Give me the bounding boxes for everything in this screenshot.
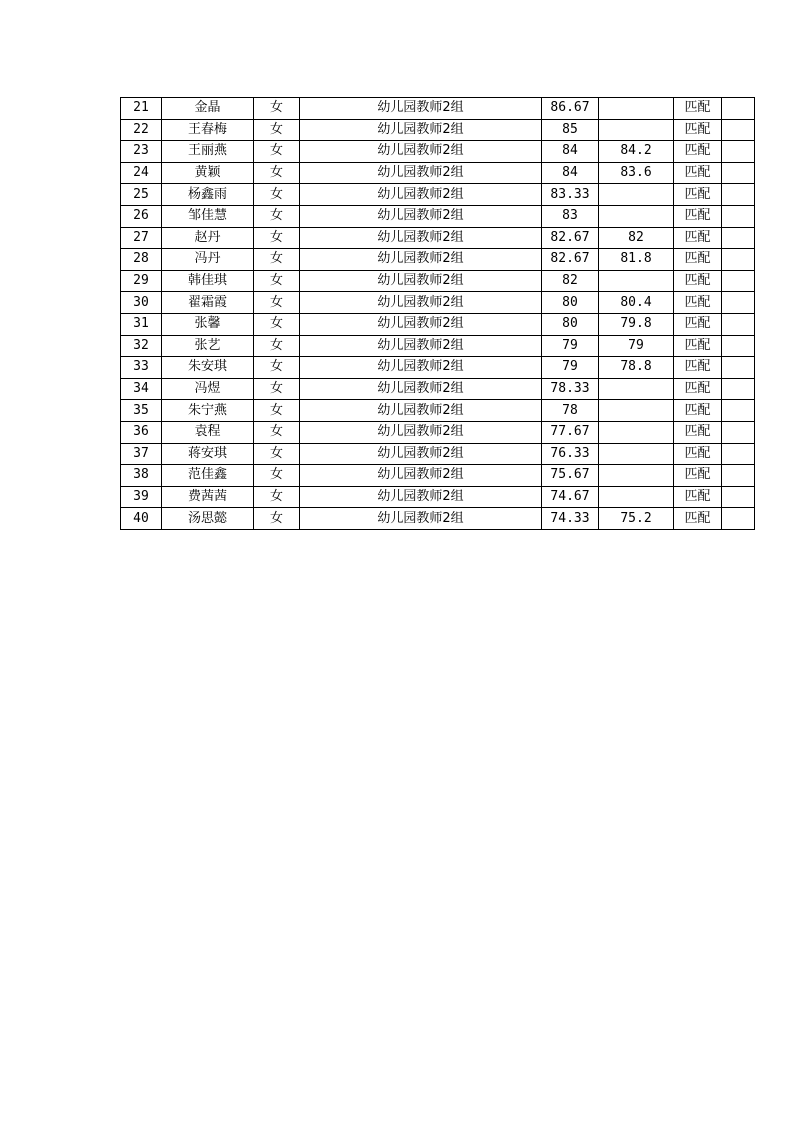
name-cell: 朱宁燕 [162, 400, 254, 422]
gender-cell: 女 [254, 508, 300, 530]
result-cell: 匹配 [674, 119, 722, 141]
name-cell: 朱安琪 [162, 357, 254, 379]
score-cell: 83.33 [542, 184, 599, 206]
result-cell: 匹配 [674, 378, 722, 400]
position-cell: 幼儿园教师2组 [300, 227, 542, 249]
second-score-cell [599, 421, 674, 443]
gender-cell: 女 [254, 400, 300, 422]
result-cell: 匹配 [674, 292, 722, 314]
row-number-cell: 25 [121, 184, 162, 206]
score-cell: 79 [542, 357, 599, 379]
position-cell: 幼儿园教师2组 [300, 249, 542, 271]
row-number-cell: 29 [121, 270, 162, 292]
result-cell: 匹配 [674, 357, 722, 379]
extra-cell [722, 249, 755, 271]
position-cell: 幼儿园教师2组 [300, 508, 542, 530]
gender-cell: 女 [254, 141, 300, 163]
row-number-cell: 40 [121, 508, 162, 530]
position-cell: 幼儿园教师2组 [300, 270, 542, 292]
name-cell: 金晶 [162, 98, 254, 120]
gender-cell: 女 [254, 357, 300, 379]
second-score-cell [599, 486, 674, 508]
row-number-cell: 35 [121, 400, 162, 422]
extra-cell [722, 119, 755, 141]
second-score-cell [599, 205, 674, 227]
score-cell: 74.67 [542, 486, 599, 508]
extra-cell [722, 270, 755, 292]
position-cell: 幼儿园教师2组 [300, 98, 542, 120]
score-cell: 80 [542, 313, 599, 335]
score-cell: 78.33 [542, 378, 599, 400]
table-row [121, 205, 755, 227]
table-row [121, 465, 755, 487]
score-cell: 74.33 [542, 508, 599, 530]
second-score-cell: 83.6 [599, 162, 674, 184]
second-score-cell [599, 270, 674, 292]
name-cell: 蒋安琪 [162, 443, 254, 465]
score-cell: 79 [542, 335, 599, 357]
gender-cell: 女 [254, 249, 300, 271]
gender-cell: 女 [254, 335, 300, 357]
result-cell: 匹配 [674, 508, 722, 530]
row-number-cell: 32 [121, 335, 162, 357]
position-cell: 幼儿园教师2组 [300, 465, 542, 487]
name-cell: 冯煜 [162, 378, 254, 400]
second-score-cell: 80.4 [599, 292, 674, 314]
row-number-cell: 30 [121, 292, 162, 314]
table-row [121, 421, 755, 443]
result-cell: 匹配 [674, 400, 722, 422]
second-score-cell [599, 119, 674, 141]
gender-cell: 女 [254, 465, 300, 487]
extra-cell [722, 357, 755, 379]
name-cell: 袁程 [162, 421, 254, 443]
gender-cell: 女 [254, 162, 300, 184]
table-row [121, 184, 755, 206]
table-row [121, 292, 755, 314]
gender-cell: 女 [254, 227, 300, 249]
second-score-cell: 81.8 [599, 249, 674, 271]
second-score-cell [599, 465, 674, 487]
table-row [121, 486, 755, 508]
extra-cell [722, 486, 755, 508]
result-cell: 匹配 [674, 465, 722, 487]
extra-cell [722, 443, 755, 465]
gender-cell: 女 [254, 270, 300, 292]
gender-cell: 女 [254, 184, 300, 206]
name-cell: 邹佳慧 [162, 205, 254, 227]
extra-cell [722, 184, 755, 206]
result-cell: 匹配 [674, 443, 722, 465]
gender-cell: 女 [254, 292, 300, 314]
position-cell: 幼儿园教师2组 [300, 292, 542, 314]
score-cell: 82 [542, 270, 599, 292]
table-row [121, 119, 755, 141]
table-row [121, 378, 755, 400]
score-cell: 82.67 [542, 249, 599, 271]
result-cell: 匹配 [674, 486, 722, 508]
table-row [121, 335, 755, 357]
result-cell: 匹配 [674, 184, 722, 206]
row-number-cell: 33 [121, 357, 162, 379]
score-cell: 84 [542, 162, 599, 184]
row-number-cell: 38 [121, 465, 162, 487]
row-number-cell: 23 [121, 141, 162, 163]
second-score-cell: 79 [599, 335, 674, 357]
position-cell: 幼儿园教师2组 [300, 486, 542, 508]
extra-cell [722, 400, 755, 422]
position-cell: 幼儿园教师2组 [300, 184, 542, 206]
table-row [121, 98, 755, 120]
extra-cell [722, 162, 755, 184]
second-score-cell [599, 443, 674, 465]
score-cell: 82.67 [542, 227, 599, 249]
score-cell: 77.67 [542, 421, 599, 443]
second-score-cell [599, 378, 674, 400]
second-score-cell: 78.8 [599, 357, 674, 379]
name-cell: 范佳鑫 [162, 465, 254, 487]
gender-cell: 女 [254, 421, 300, 443]
row-number-cell: 28 [121, 249, 162, 271]
name-cell: 杨鑫雨 [162, 184, 254, 206]
name-cell: 王丽燕 [162, 141, 254, 163]
name-cell: 费茜茜 [162, 486, 254, 508]
table-row [121, 270, 755, 292]
score-cell: 78 [542, 400, 599, 422]
table-row [121, 443, 755, 465]
table-row [121, 357, 755, 379]
name-cell: 汤思懿 [162, 508, 254, 530]
score-cell: 76.33 [542, 443, 599, 465]
gender-cell: 女 [254, 443, 300, 465]
position-cell: 幼儿园教师2组 [300, 335, 542, 357]
position-cell: 幼儿园教师2组 [300, 378, 542, 400]
table-row [121, 249, 755, 271]
result-cell: 匹配 [674, 249, 722, 271]
row-number-cell: 26 [121, 205, 162, 227]
position-cell: 幼儿园教师2组 [300, 357, 542, 379]
result-cell: 匹配 [674, 270, 722, 292]
second-score-cell: 75.2 [599, 508, 674, 530]
position-cell: 幼儿园教师2组 [300, 205, 542, 227]
name-cell: 赵丹 [162, 227, 254, 249]
result-cell: 匹配 [674, 98, 722, 120]
gender-cell: 女 [254, 378, 300, 400]
row-number-cell: 27 [121, 227, 162, 249]
row-number-cell: 21 [121, 98, 162, 120]
extra-cell [722, 292, 755, 314]
score-cell: 85 [542, 119, 599, 141]
row-number-cell: 37 [121, 443, 162, 465]
candidate-table [120, 97, 755, 530]
name-cell: 黄颖 [162, 162, 254, 184]
table-row [121, 227, 755, 249]
extra-cell [722, 465, 755, 487]
position-cell: 幼儿园教师2组 [300, 141, 542, 163]
second-score-cell: 84.2 [599, 141, 674, 163]
gender-cell: 女 [254, 486, 300, 508]
name-cell: 张馨 [162, 313, 254, 335]
second-score-cell [599, 400, 674, 422]
table-body [121, 98, 755, 530]
name-cell: 张艺 [162, 335, 254, 357]
gender-cell: 女 [254, 119, 300, 141]
extra-cell [722, 141, 755, 163]
position-cell: 幼儿园教师2组 [300, 400, 542, 422]
row-number-cell: 31 [121, 313, 162, 335]
table-row [121, 141, 755, 163]
row-number-cell: 22 [121, 119, 162, 141]
row-number-cell: 39 [121, 486, 162, 508]
second-score-cell [599, 98, 674, 120]
row-number-cell: 36 [121, 421, 162, 443]
extra-cell [722, 205, 755, 227]
extra-cell [722, 421, 755, 443]
gender-cell: 女 [254, 98, 300, 120]
name-cell: 韩佳琪 [162, 270, 254, 292]
score-cell: 86.67 [542, 98, 599, 120]
position-cell: 幼儿园教师2组 [300, 119, 542, 141]
extra-cell [722, 508, 755, 530]
table-row [121, 162, 755, 184]
gender-cell: 女 [254, 205, 300, 227]
score-cell: 83 [542, 205, 599, 227]
result-cell: 匹配 [674, 205, 722, 227]
position-cell: 幼儿园教师2组 [300, 313, 542, 335]
table-row [121, 400, 755, 422]
second-score-cell: 79.8 [599, 313, 674, 335]
row-number-cell: 24 [121, 162, 162, 184]
extra-cell [722, 98, 755, 120]
extra-cell [722, 313, 755, 335]
score-cell: 84 [542, 141, 599, 163]
result-cell: 匹配 [674, 162, 722, 184]
table-row [121, 508, 755, 530]
extra-cell [722, 335, 755, 357]
score-cell: 75.67 [542, 465, 599, 487]
second-score-cell: 82 [599, 227, 674, 249]
position-cell: 幼儿园教师2组 [300, 421, 542, 443]
table-row [121, 313, 755, 335]
extra-cell [722, 378, 755, 400]
name-cell: 冯丹 [162, 249, 254, 271]
result-cell: 匹配 [674, 227, 722, 249]
result-cell: 匹配 [674, 313, 722, 335]
position-cell: 幼儿园教师2组 [300, 162, 542, 184]
row-number-cell: 34 [121, 378, 162, 400]
gender-cell: 女 [254, 313, 300, 335]
score-cell: 80 [542, 292, 599, 314]
extra-cell [722, 227, 755, 249]
result-cell: 匹配 [674, 335, 722, 357]
result-cell: 匹配 [674, 141, 722, 163]
name-cell: 王春梅 [162, 119, 254, 141]
result-cell: 匹配 [674, 421, 722, 443]
second-score-cell [599, 184, 674, 206]
position-cell: 幼儿园教师2组 [300, 443, 542, 465]
name-cell: 翟霜霞 [162, 292, 254, 314]
